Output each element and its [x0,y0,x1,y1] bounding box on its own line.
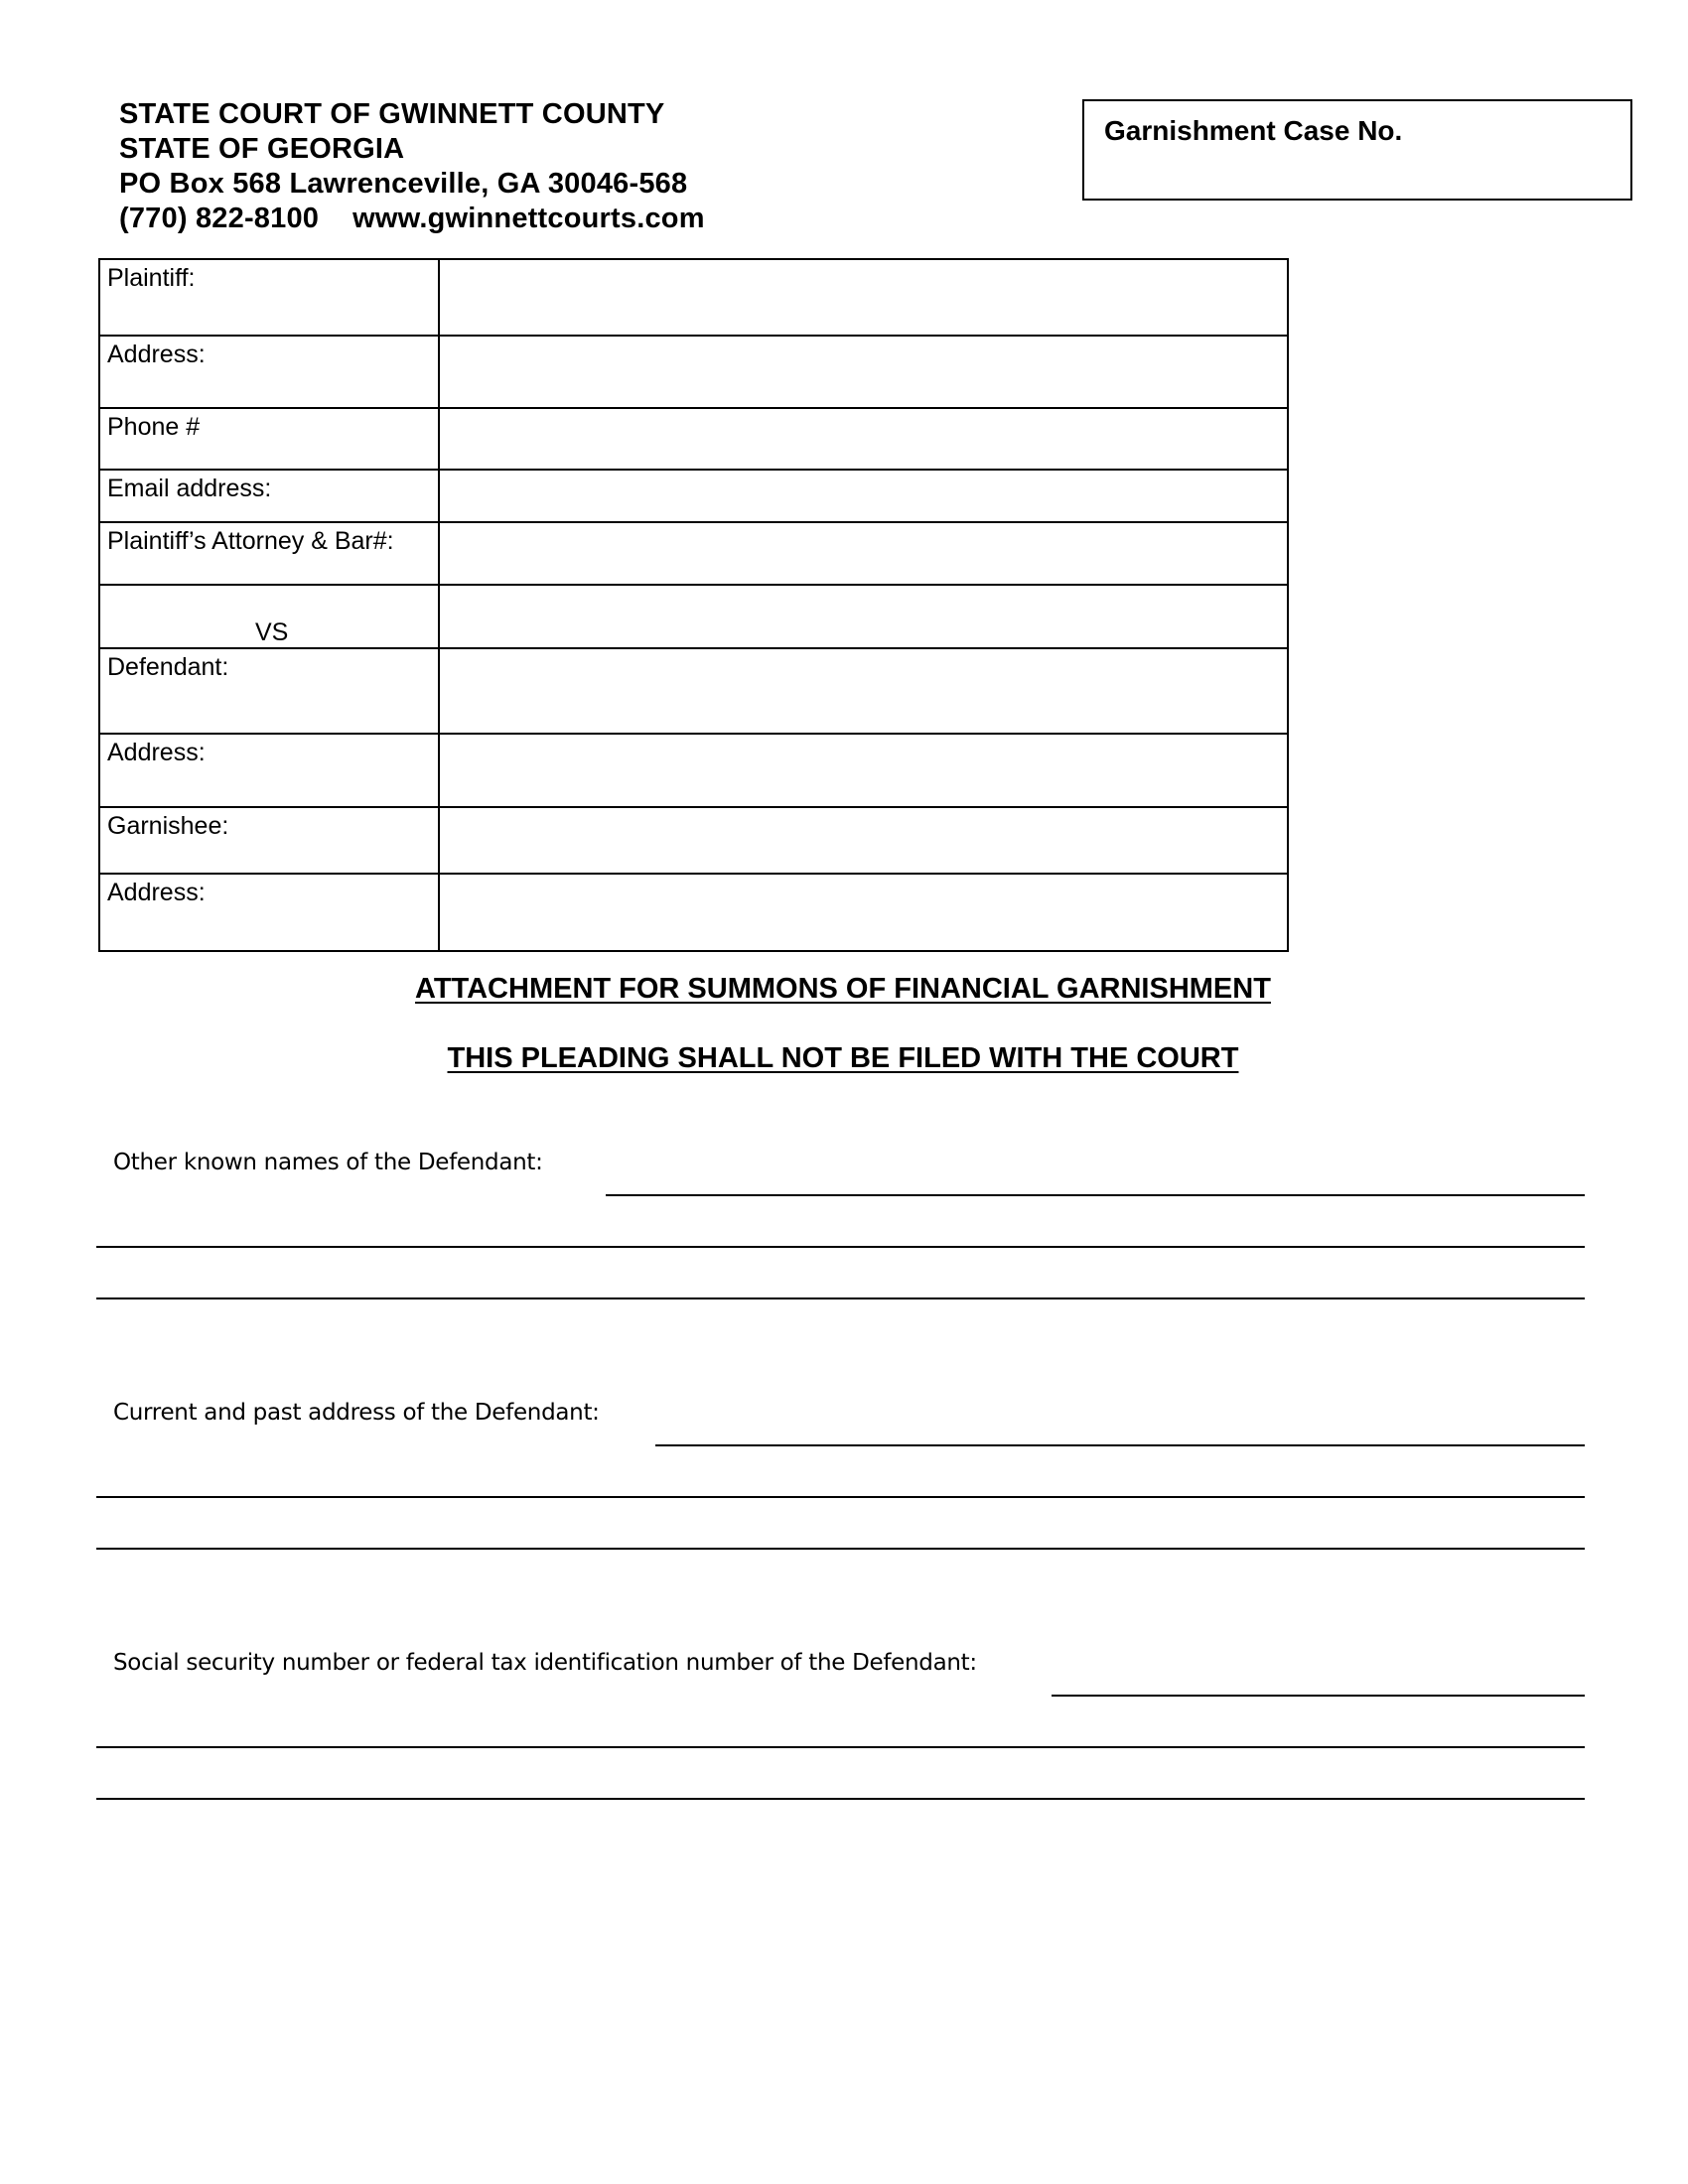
addresses-line-1[interactable] [655,1444,1585,1446]
ssn-line-1[interactable] [1052,1695,1585,1697]
attorney-row [99,522,1288,585]
attorney-label: Plaintiff’s Attorney & Bar#: [99,522,439,585]
garnishee-address-field[interactable] [439,874,1288,951]
phone-row [99,408,1288,470]
court-address: PO Box 568 Lawrenceville, GA 30046-568 [119,168,688,200]
other-names-line-1[interactable] [606,1194,1585,1196]
filing-warning: THIS PLEADING SHALL NOT BE FILED WITH THE COURT [447,1042,1239,1074]
phone-label: Phone # [99,408,439,470]
attorney-field[interactable] [439,522,1288,585]
garnishee-field[interactable] [439,807,1288,874]
plaintiff-field[interactable] [439,259,1288,336]
defendant-address-row [99,734,1288,807]
plaintiff-label: Plaintiff: [99,259,439,336]
court-name: STATE COURT OF GWINNETT COUNTY [119,98,665,130]
defendant-row [99,648,1288,734]
phone-field[interactable] [439,408,1288,470]
other-names-line-2[interactable] [96,1246,1585,1248]
vs-field[interactable] [439,585,1288,648]
addresses-label: Current and past address of the Defendant: [113,1400,600,1426]
plaintiff-address-field[interactable] [439,336,1288,408]
court-website: www.gwinnettcourts.com [352,203,705,234]
addresses-line-3[interactable] [96,1548,1585,1550]
garnishee-address-label: Address: [99,874,439,951]
vs-cell [99,585,439,648]
vs-row [99,585,1288,648]
parties-table [98,258,1289,952]
court-state: STATE OF GEORGIA [119,133,405,165]
plaintiff-address-row [99,336,1288,408]
plaintiff-address-label: Address: [99,336,439,408]
email-row [99,470,1288,522]
garnishee-label: Garnishee: [99,807,439,874]
attachment-title: ATTACHMENT FOR SUMMONS OF FINANCIAL GARNISHMENT [415,973,1271,1005]
other-names-line-3[interactable] [96,1297,1585,1299]
case-number-label: Garnishment Case No. [1104,115,1403,146]
vs-label: VS [255,618,289,646]
email-label: Email address: [99,470,439,522]
garnishee-address-row [99,874,1288,951]
email-field[interactable] [439,470,1288,522]
defendant-label: Defendant: [99,648,439,734]
case-number-box[interactable] [1082,99,1632,201]
plaintiff-row [99,259,1288,336]
court-phone: (770) 822-8100 [119,203,320,234]
addresses-line-2[interactable] [96,1496,1585,1498]
garnishee-row [99,807,1288,874]
defendant-address-field[interactable] [439,734,1288,807]
ssn-label: Social security number or federal tax identification number of the Defendant: [113,1650,977,1676]
ssn-line-2[interactable] [96,1746,1585,1748]
defendant-field[interactable] [439,648,1288,734]
court-contact [119,202,705,236]
defendant-address-label: Address: [99,734,439,807]
court-header [119,97,705,236]
other-names-label: Other known names of the Defendant: [113,1150,543,1175]
ssn-line-3[interactable] [96,1798,1585,1800]
